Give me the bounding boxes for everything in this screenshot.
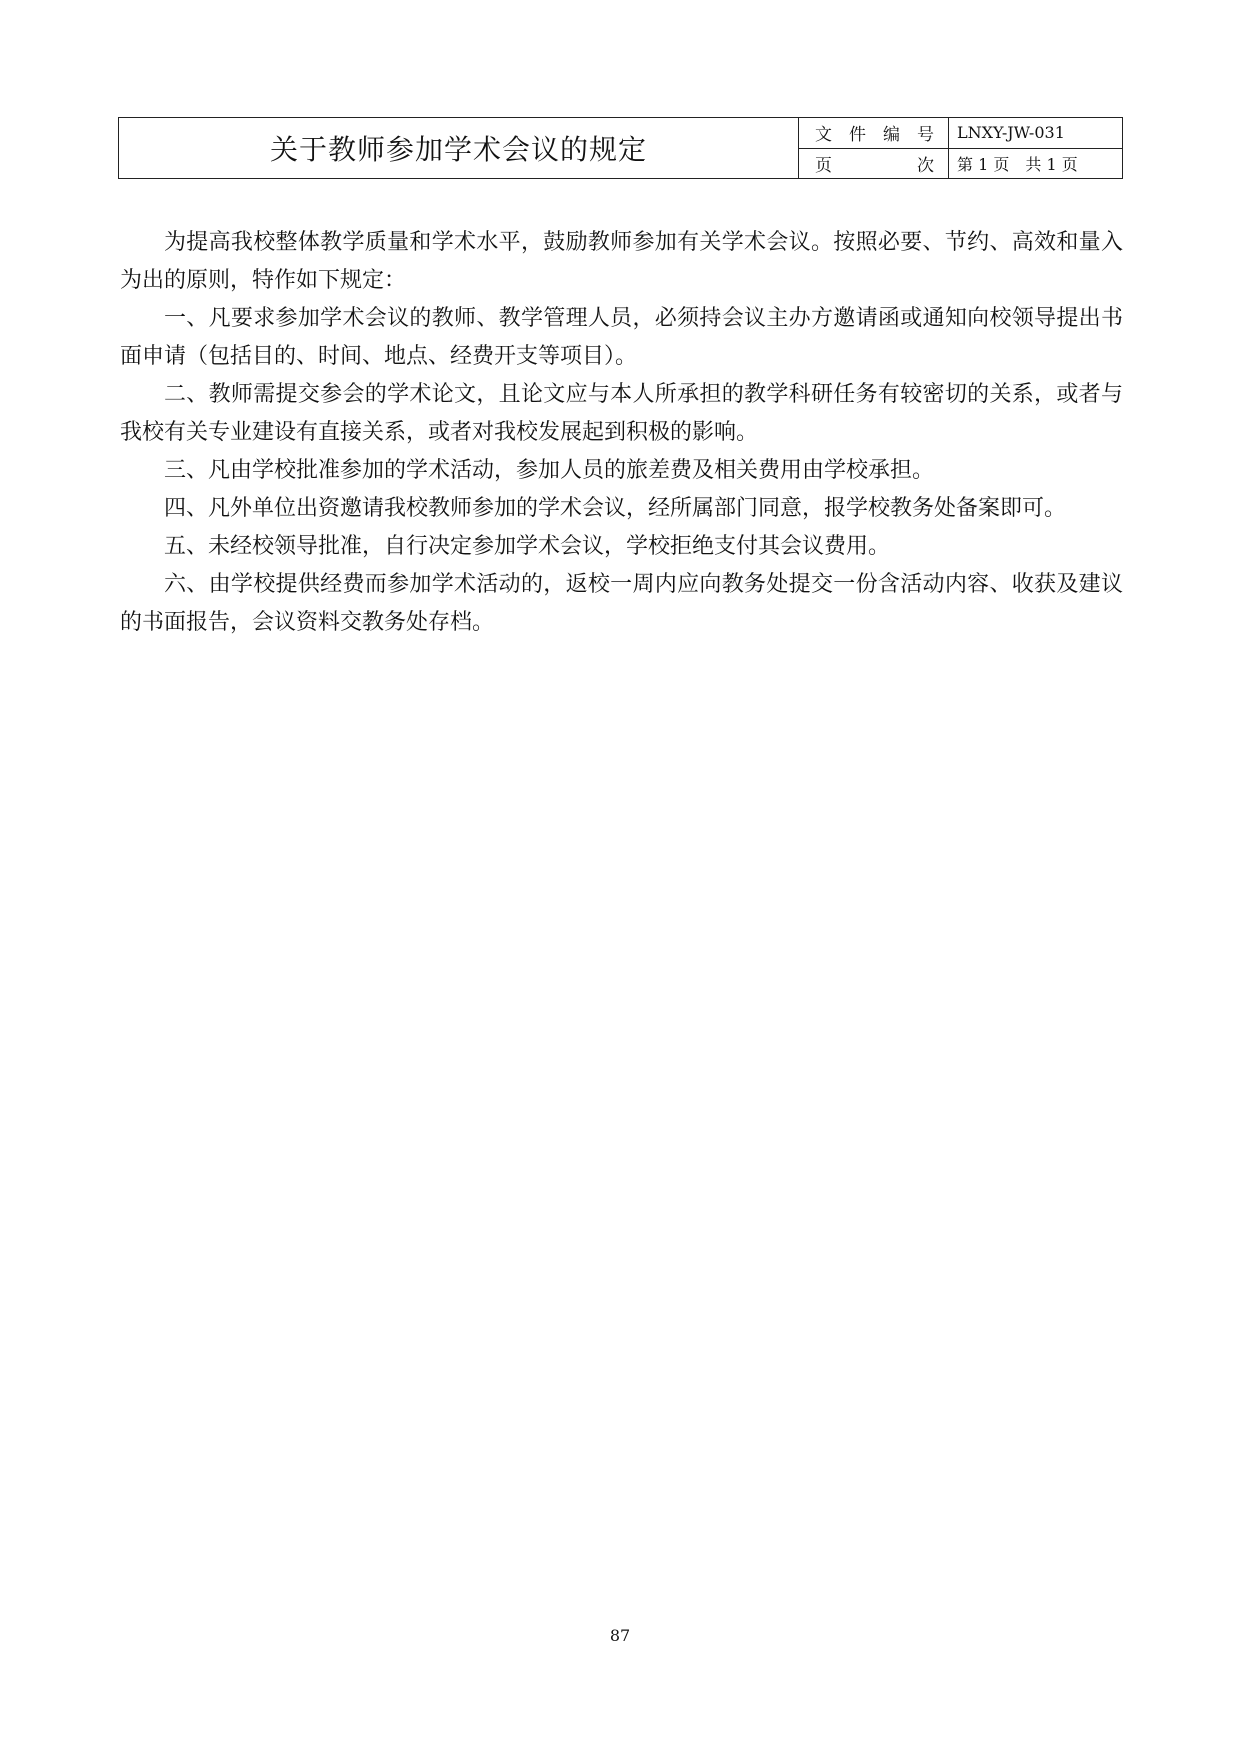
page-count-row	[799, 148, 1122, 179]
rule-paragraph-3: 三、凡由学校批准参加的学术活动，参加人员的旅差费及相关费用由学校承担。	[164, 458, 935, 483]
page-count-label	[799, 149, 949, 179]
document-title: 关于教师参加学术会议的规定	[119, 118, 799, 178]
document-body	[120, 224, 1123, 642]
page-number: 87	[609, 1626, 631, 1645]
rule-paragraph-1: 一、凡要求参加学术会议的教师、教学管理人员，必须持会议主办方邀请函或通知向校领导提出书面申请（包括目的、时间、地点、经费开支等项目）。	[120, 306, 1123, 369]
rule-paragraph-6: 六、由学校提供经费而参加学术活动的，返校一周内应向教务处提交一份含活动内容、收获及建议的书面报告，会议资料交教务处存档。	[120, 572, 1123, 635]
label-char: 文	[815, 125, 832, 146]
file-number-row	[799, 118, 1122, 148]
label-char: 次	[917, 155, 934, 176]
rule-paragraph-4: 四、凡外单位出资邀请我校教师参加的学术会议，经所属部门同意，报学校教务处备案即可。	[164, 496, 1067, 521]
rule-paragraph-5: 五、未经校领导批准，自行决定参加学术会议，学校拒绝支付其会议费用。	[164, 534, 891, 559]
rule-paragraph-2: 二、教师需提交参会的学术论文，且论文应与本人所承担的教学科研任务有较密切的关系，或者与我校有关专业建设有直接关系，或者对我校发展起到积极的影响。	[120, 382, 1123, 445]
label-char: 编	[883, 125, 900, 146]
document-meta	[799, 118, 1122, 178]
page-count-value: 第 1 页 共 1 页	[957, 154, 1078, 174]
file-number-label	[799, 118, 949, 148]
label-char: 页	[815, 155, 832, 176]
label-char: 号	[917, 125, 934, 146]
label-char: 件	[849, 125, 866, 146]
intro-paragraph: 为提高我校整体教学质量和学术水平，鼓励教师参加有关学术会议。按照必要、节约、高效和量入为出的原则，特作如下规定：	[120, 230, 1123, 293]
document-header-table	[118, 117, 1123, 179]
file-number-value: LNXY-JW-031	[957, 123, 1065, 143]
